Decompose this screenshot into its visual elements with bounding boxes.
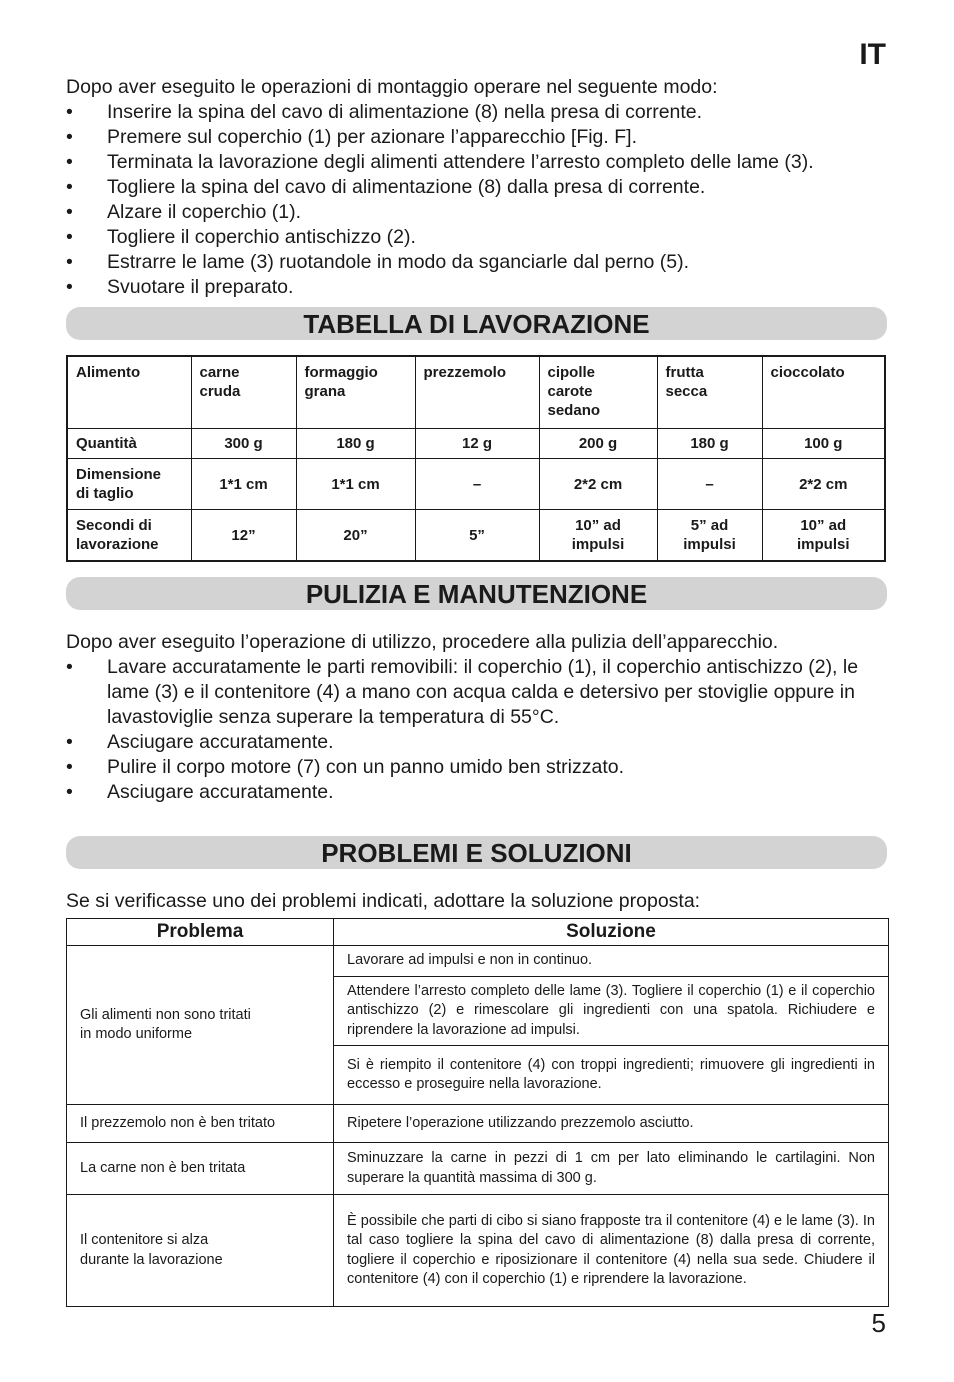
list-item: • Svuotare il preparato. — [66, 275, 891, 300]
problem-cell: La carne non è ben tritata — [67, 1143, 334, 1195]
list-item: • Estrarre le lame (3) ruotandole in modo da sganciarle dal perno (5). — [66, 250, 891, 275]
list-item: • Inserire la spina del cavo di alimentazione (8) nella presa di corrente. — [66, 100, 891, 125]
table-cell: 10” ad impulsi — [539, 510, 657, 562]
table-row — [67, 510, 885, 562]
language-code: IT — [859, 38, 886, 71]
table-cell: 200 g — [539, 429, 657, 459]
problem-cell: Il contenitore si alza durante la lavorazione — [67, 1195, 334, 1307]
table-row — [67, 1143, 889, 1195]
work-table — [66, 355, 886, 562]
solution-cell: Si è riempito il contenitore (4) con troppi ingredienti; rimuovere gli ingredienti in eccesso e proseguire nella lavorazione. — [334, 1046, 889, 1105]
section-title-work-table: TABELLA DI LAVORAZIONE — [66, 307, 887, 340]
table-cell: 5” ad impulsi — [657, 510, 762, 562]
troubleshooting-intro: Se si verificasse uno dei problemi indicati, adottare la soluzione proposta: — [66, 890, 701, 912]
table-header-row — [67, 919, 889, 946]
table-row — [67, 356, 885, 429]
solution-cell: Ripetere l’operazione utilizzando prezzemolo asciutto. — [334, 1105, 889, 1143]
list-item: • Lavare accuratamente le parti removibili: il coperchio (1), il coperchio antischizzo (2), le lame (3) e il contenitore (4) a mano con acqua calda e detersivo per stoviglie oppure in lavastoviglie senza superare la temperatura di 55°C. — [66, 655, 891, 730]
table-cell: 180 g — [657, 429, 762, 459]
table-cell: 100 g — [762, 429, 885, 459]
solution-cell: Attendere l’arresto completo delle lame (3). Togliere il coperchio (1) e il coperchio antischizzo (2) e rimescolare gli ingredienti con una spatola. Richiudere e riprendere la lavorazione ad impulsi. — [334, 976, 889, 1046]
problem-cell: Gli alimenti non sono tritati in modo uniforme — [67, 946, 334, 1105]
column-header-problem: Problema — [67, 919, 334, 946]
table-cell: prezzemolo — [415, 356, 539, 429]
table-cell: 1*1 cm — [296, 459, 415, 510]
list-item: • Pulire il corpo motore (7) con un panno umido ben strizzato. — [66, 755, 891, 780]
list-item: • Togliere la spina del cavo di alimentazione (8) dalla presa di corrente. — [66, 175, 891, 200]
row-label: Dimensione di taglio — [67, 459, 191, 510]
list-item: • Togliere il coperchio antischizzo (2). — [66, 225, 891, 250]
table-cell: formaggio grana — [296, 356, 415, 429]
table-cell: cioccolato — [762, 356, 885, 429]
list-item: • Asciugare accuratamente. — [66, 730, 891, 755]
table-cell: 10” ad impulsi — [762, 510, 885, 562]
table-cell: cipolle carote sedano — [539, 356, 657, 429]
solution-cell: Lavorare ad impulsi e non in continuo. — [334, 946, 889, 977]
table-cell: 12” — [191, 510, 296, 562]
assembly-steps-list — [66, 100, 891, 300]
table-cell: 20” — [296, 510, 415, 562]
table-cell: frutta secca — [657, 356, 762, 429]
table-cell: 1*1 cm — [191, 459, 296, 510]
section-title-cleaning: PULIZIA E MANUTENZIONE — [66, 577, 887, 610]
table-cell: 180 g — [296, 429, 415, 459]
solution-cell: È possibile che parti di cibo si siano frapposte tra il contenitore (4) e le lame (3). In tal caso togliere la spina del cavo di alimentazione (8) dalla presa di corrente, togliere il coperchio e riposizionare il contenitore (4) nella sua sede. Chiudere il contenitore (4) con il coperchio (1) e riprendere la lavorazione. — [334, 1195, 889, 1307]
list-item: • Premere sul coperchio (1) per azionare l’apparecchio [Fig. F]. — [66, 125, 891, 150]
troubleshooting-table — [66, 918, 889, 1307]
list-item: • Terminata la lavorazione degli alimenti attendere l’arresto completo delle lame (3). — [66, 150, 891, 175]
list-item: • Alzare il coperchio (1). — [66, 200, 891, 225]
table-row — [67, 459, 885, 510]
assembly-intro: Dopo aver eseguito le operazioni di montaggio operare nel seguente modo: — [66, 76, 718, 98]
table-cell: 5” — [415, 510, 539, 562]
problem-cell: Il prezzemolo non è ben tritato — [67, 1105, 334, 1143]
table-cell: 300 g — [191, 429, 296, 459]
table-row — [67, 946, 889, 977]
table-cell: 2*2 cm — [539, 459, 657, 510]
row-label: Quantità — [67, 429, 191, 459]
table-cell: 12 g — [415, 429, 539, 459]
section-title-troubleshooting: PROBLEMI E SOLUZIONI — [66, 836, 887, 869]
table-row — [67, 1105, 889, 1143]
cleaning-intro: Dopo aver eseguito l’operazione di utilizzo, procedere alla pulizia dell’apparecchio. — [66, 631, 779, 653]
table-cell: 2*2 cm — [762, 459, 885, 510]
cleaning-steps-list — [66, 655, 891, 805]
row-label: Alimento — [67, 356, 191, 429]
page-number: 5 — [871, 1308, 886, 1338]
table-cell: – — [415, 459, 539, 510]
table-row — [67, 1195, 889, 1307]
table-cell: – — [657, 459, 762, 510]
row-label: Secondi di lavorazione — [67, 510, 191, 562]
table-row — [67, 429, 885, 459]
column-header-solution: Soluzione — [334, 919, 889, 946]
table-cell: carne cruda — [191, 356, 296, 429]
list-item: • Asciugare accuratamente. — [66, 780, 891, 805]
solution-cell: Sminuzzare la carne in pezzi di 1 cm per lato eliminando le cartilagini. Non superare la quantità massima di 300 g. — [334, 1143, 889, 1195]
